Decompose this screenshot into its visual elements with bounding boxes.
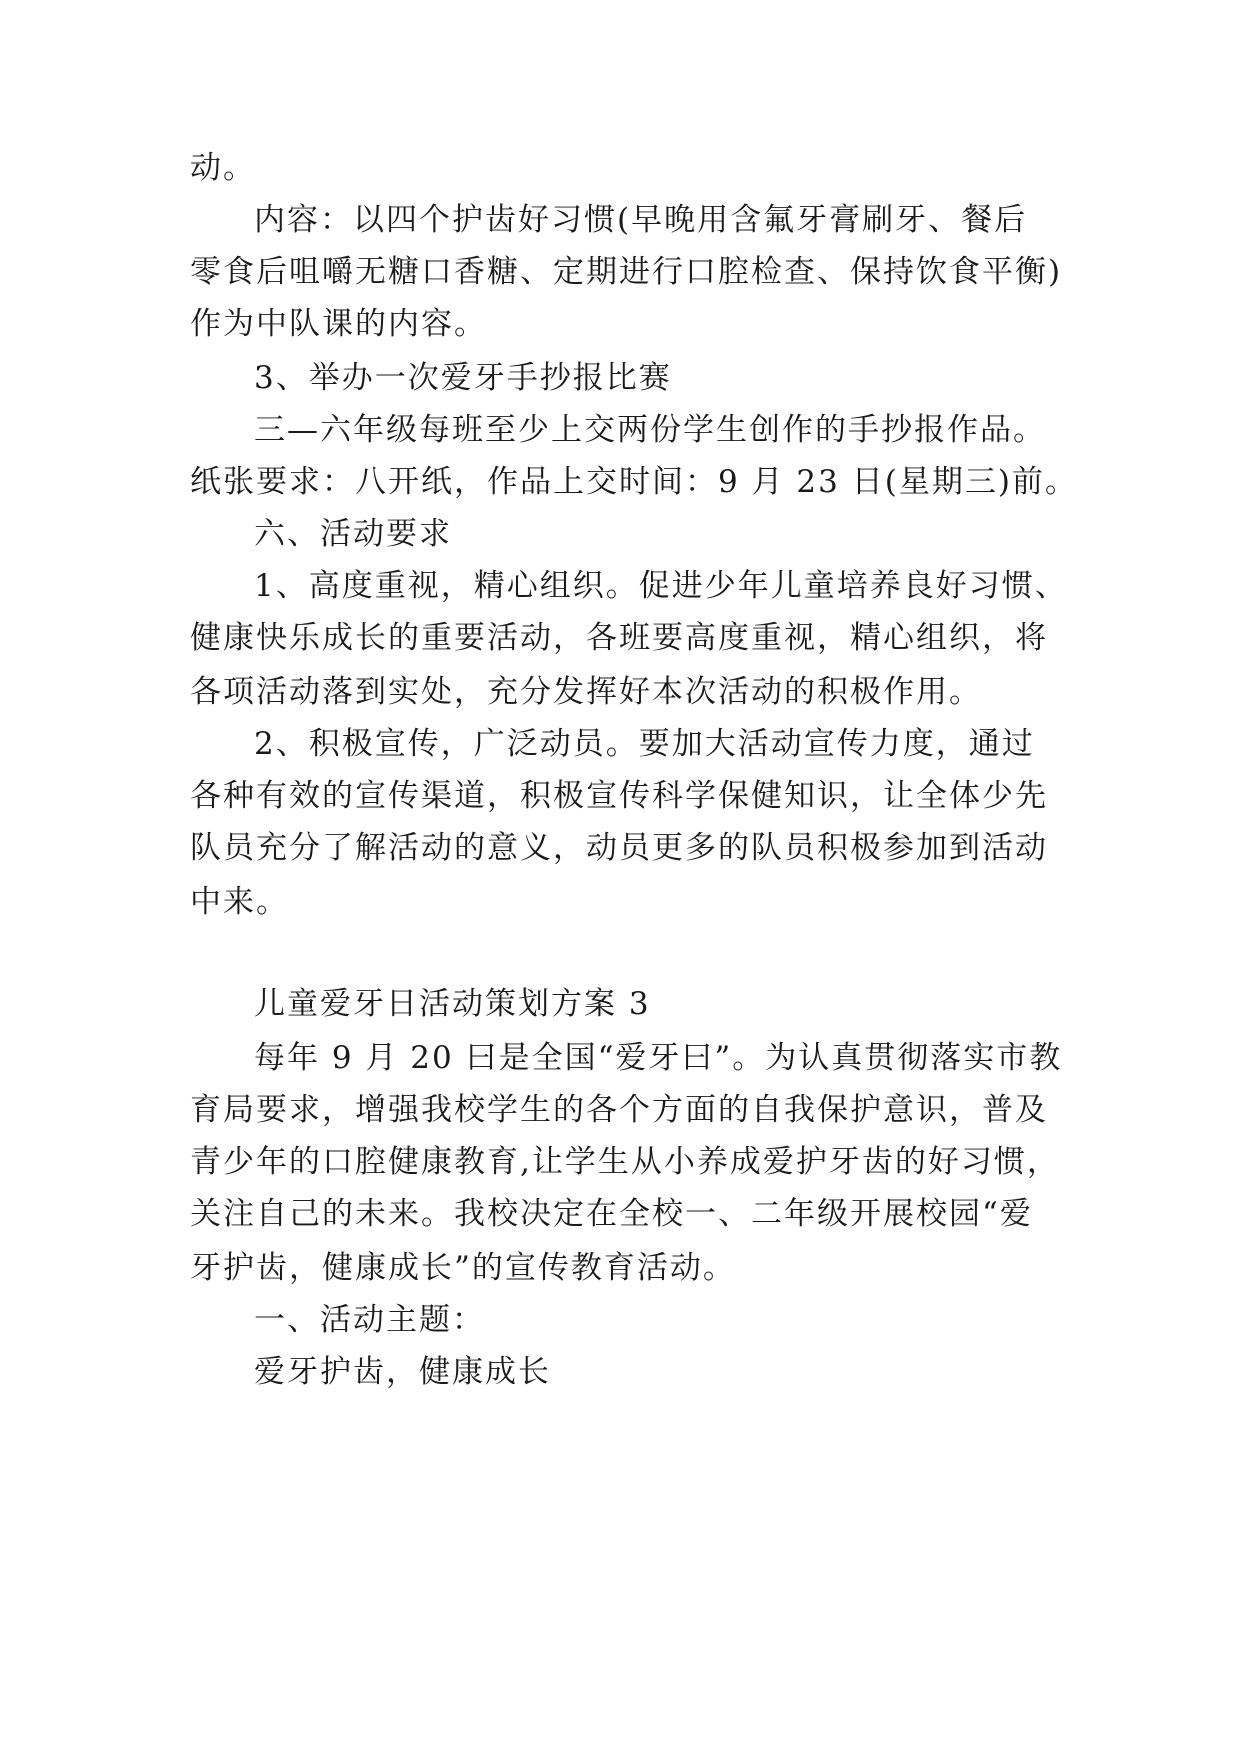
text-line: 每年 9 月 20 曰是全国“爱牙曰”。为认真贯彻落实市教 bbox=[254, 1040, 1063, 1076]
text-line: 零食后咀嚼无糖口香糖、定期进行口腔检查、保持饮食平衡) bbox=[190, 254, 1063, 290]
text-line: 队员充分了解活动的意义，动员更多的队员积极参加到活动 bbox=[190, 830, 1048, 866]
text-line: 动。 bbox=[190, 150, 256, 186]
section-heading: 一、活动主题： bbox=[254, 1302, 485, 1338]
section-heading: 六、活动要求 bbox=[254, 516, 452, 552]
text-line: 青少年的口腔健康教育,让学生从小养成爱护牙齿的好习惯， bbox=[190, 1144, 1060, 1180]
text-line: 内容：以四个护齿好习惯(早晚用含氟牙膏刷牙、餐后 bbox=[254, 202, 1028, 238]
text-line: 各项活动落到实处，充分发挥好本次活动的积极作用。 bbox=[190, 674, 982, 710]
document-title: 儿童爱牙日活动策划方案 3 bbox=[254, 986, 651, 1022]
text-line: 作为中队课的内容。 bbox=[190, 306, 487, 342]
text-line: 关注自己的未来。我校决定在全校一、二年级开展校园“爱 bbox=[190, 1196, 1033, 1232]
text-line: 各种有效的宣传渠道，积极宣传科学保健知识，让全体少先 bbox=[190, 778, 1048, 814]
text-line: 3、举办一次爱牙手抄报比赛 bbox=[254, 360, 672, 396]
text-line: 牙护齿，健康成长”的宣传教育活动。 bbox=[190, 1250, 736, 1286]
text-line: 中来。 bbox=[190, 884, 289, 920]
text-line: 三—六年级每班至少上交两份学生创作的手抄报作品。 bbox=[254, 412, 1046, 448]
text-line: 健康快乐成长的重要活动，各班要高度重视，精心组织，将 bbox=[190, 620, 1048, 656]
text-line: 1、高度重视，精心组织。促进少年儿童培养良好习惯、 bbox=[254, 568, 1068, 604]
text-line: 爱牙护齿，健康成长 bbox=[254, 1354, 551, 1390]
text-line: 2、积极宣传，广泛动员。要加大活动宣传力度，通过 bbox=[254, 726, 1035, 762]
text-line: 育局要求，增强我校学生的各个方面的自我保护意识，普及 bbox=[190, 1092, 1048, 1128]
text-line: 纸张要求：八开纸，作品上交时间：9 月 23 日(星期三)前。 bbox=[190, 464, 1078, 500]
